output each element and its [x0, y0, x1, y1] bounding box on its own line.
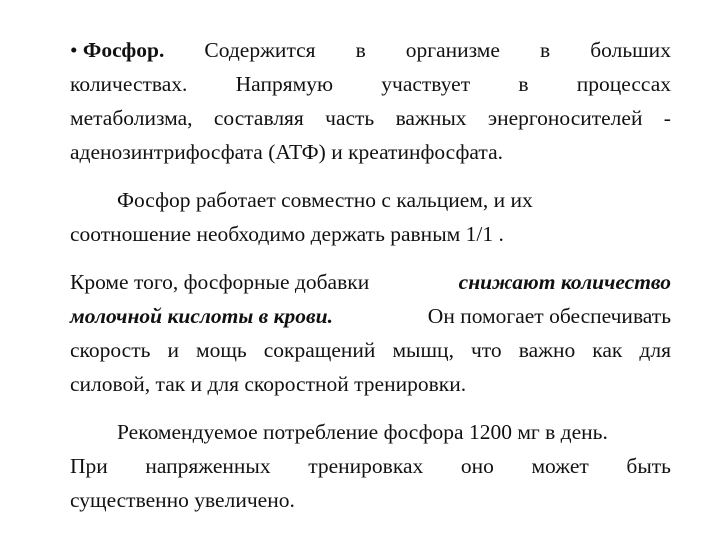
word: сокращений [263, 338, 376, 362]
paragraph-recommended-intake [70, 415, 671, 517]
word: мощь [196, 338, 247, 362]
word: участвует [381, 72, 471, 96]
word: - [663, 106, 671, 130]
word: Содержится [204, 38, 316, 62]
word: что [470, 338, 502, 362]
word: организме [405, 38, 500, 62]
word: оно [460, 454, 494, 478]
p4-line-3: существенно увеличено. [70, 488, 295, 512]
word: важно [518, 338, 576, 362]
p4-line-2 [70, 449, 671, 483]
p1-line-3 [70, 101, 671, 135]
p1-line-4: аденозинтрифосфата (АТФ) и креатинфосфата. [70, 140, 503, 164]
paragraph-lactic-acid [70, 265, 671, 401]
word: и [167, 338, 179, 362]
p3-line-1 [70, 265, 671, 299]
word: количествах. [70, 72, 188, 96]
emphasis-text: молочной кислоты в крови. [70, 304, 333, 328]
text-segment: Он помогает обеспечивать [427, 304, 671, 328]
word: быть [626, 454, 671, 478]
word: часть [325, 106, 375, 130]
p2-line-2: соотношение необходимо держать равным 1/1 . [70, 222, 504, 246]
p2-line-1: Фосфор работает совместно с кальцием, и их [117, 188, 533, 212]
bullet: • [70, 38, 78, 62]
word: процессах [576, 72, 671, 96]
word: может [531, 454, 589, 478]
word: в [540, 38, 551, 62]
word: составляя [213, 106, 304, 130]
word: в [518, 72, 529, 96]
paragraph-calcium-ratio [70, 183, 671, 251]
word: важных [395, 106, 467, 130]
word: мышц, [392, 338, 454, 362]
word: При [70, 454, 108, 478]
p3-line-4: силовой, так и для скоростной тренировки. [70, 372, 467, 396]
word: больших [590, 38, 671, 62]
p1-line-1 [70, 33, 671, 67]
p3-line-3 [70, 333, 671, 367]
word: метаболизма, [70, 106, 193, 130]
word: в [355, 38, 366, 62]
word: энергоносителей [487, 106, 643, 130]
word: для [639, 338, 671, 362]
word: скорость [70, 338, 151, 362]
emphasis-text: снижают количество [458, 270, 671, 294]
text-segment: Кроме того, фосфорные добавки [70, 270, 370, 294]
word: как [592, 338, 623, 362]
p4-line-1: Рекомендуемое потребление фосфора 1200 мг в день. [117, 420, 608, 444]
p3-line-2 [70, 299, 671, 333]
word: Напрямую [235, 72, 334, 96]
word: тренировках [308, 454, 424, 478]
term-phosphorus: Фосфор. [82, 38, 165, 62]
p1-heading [70, 33, 164, 67]
p1-line-2 [70, 67, 671, 101]
paragraph-phosphorus-intro [70, 33, 671, 169]
word: напряженных [145, 454, 271, 478]
